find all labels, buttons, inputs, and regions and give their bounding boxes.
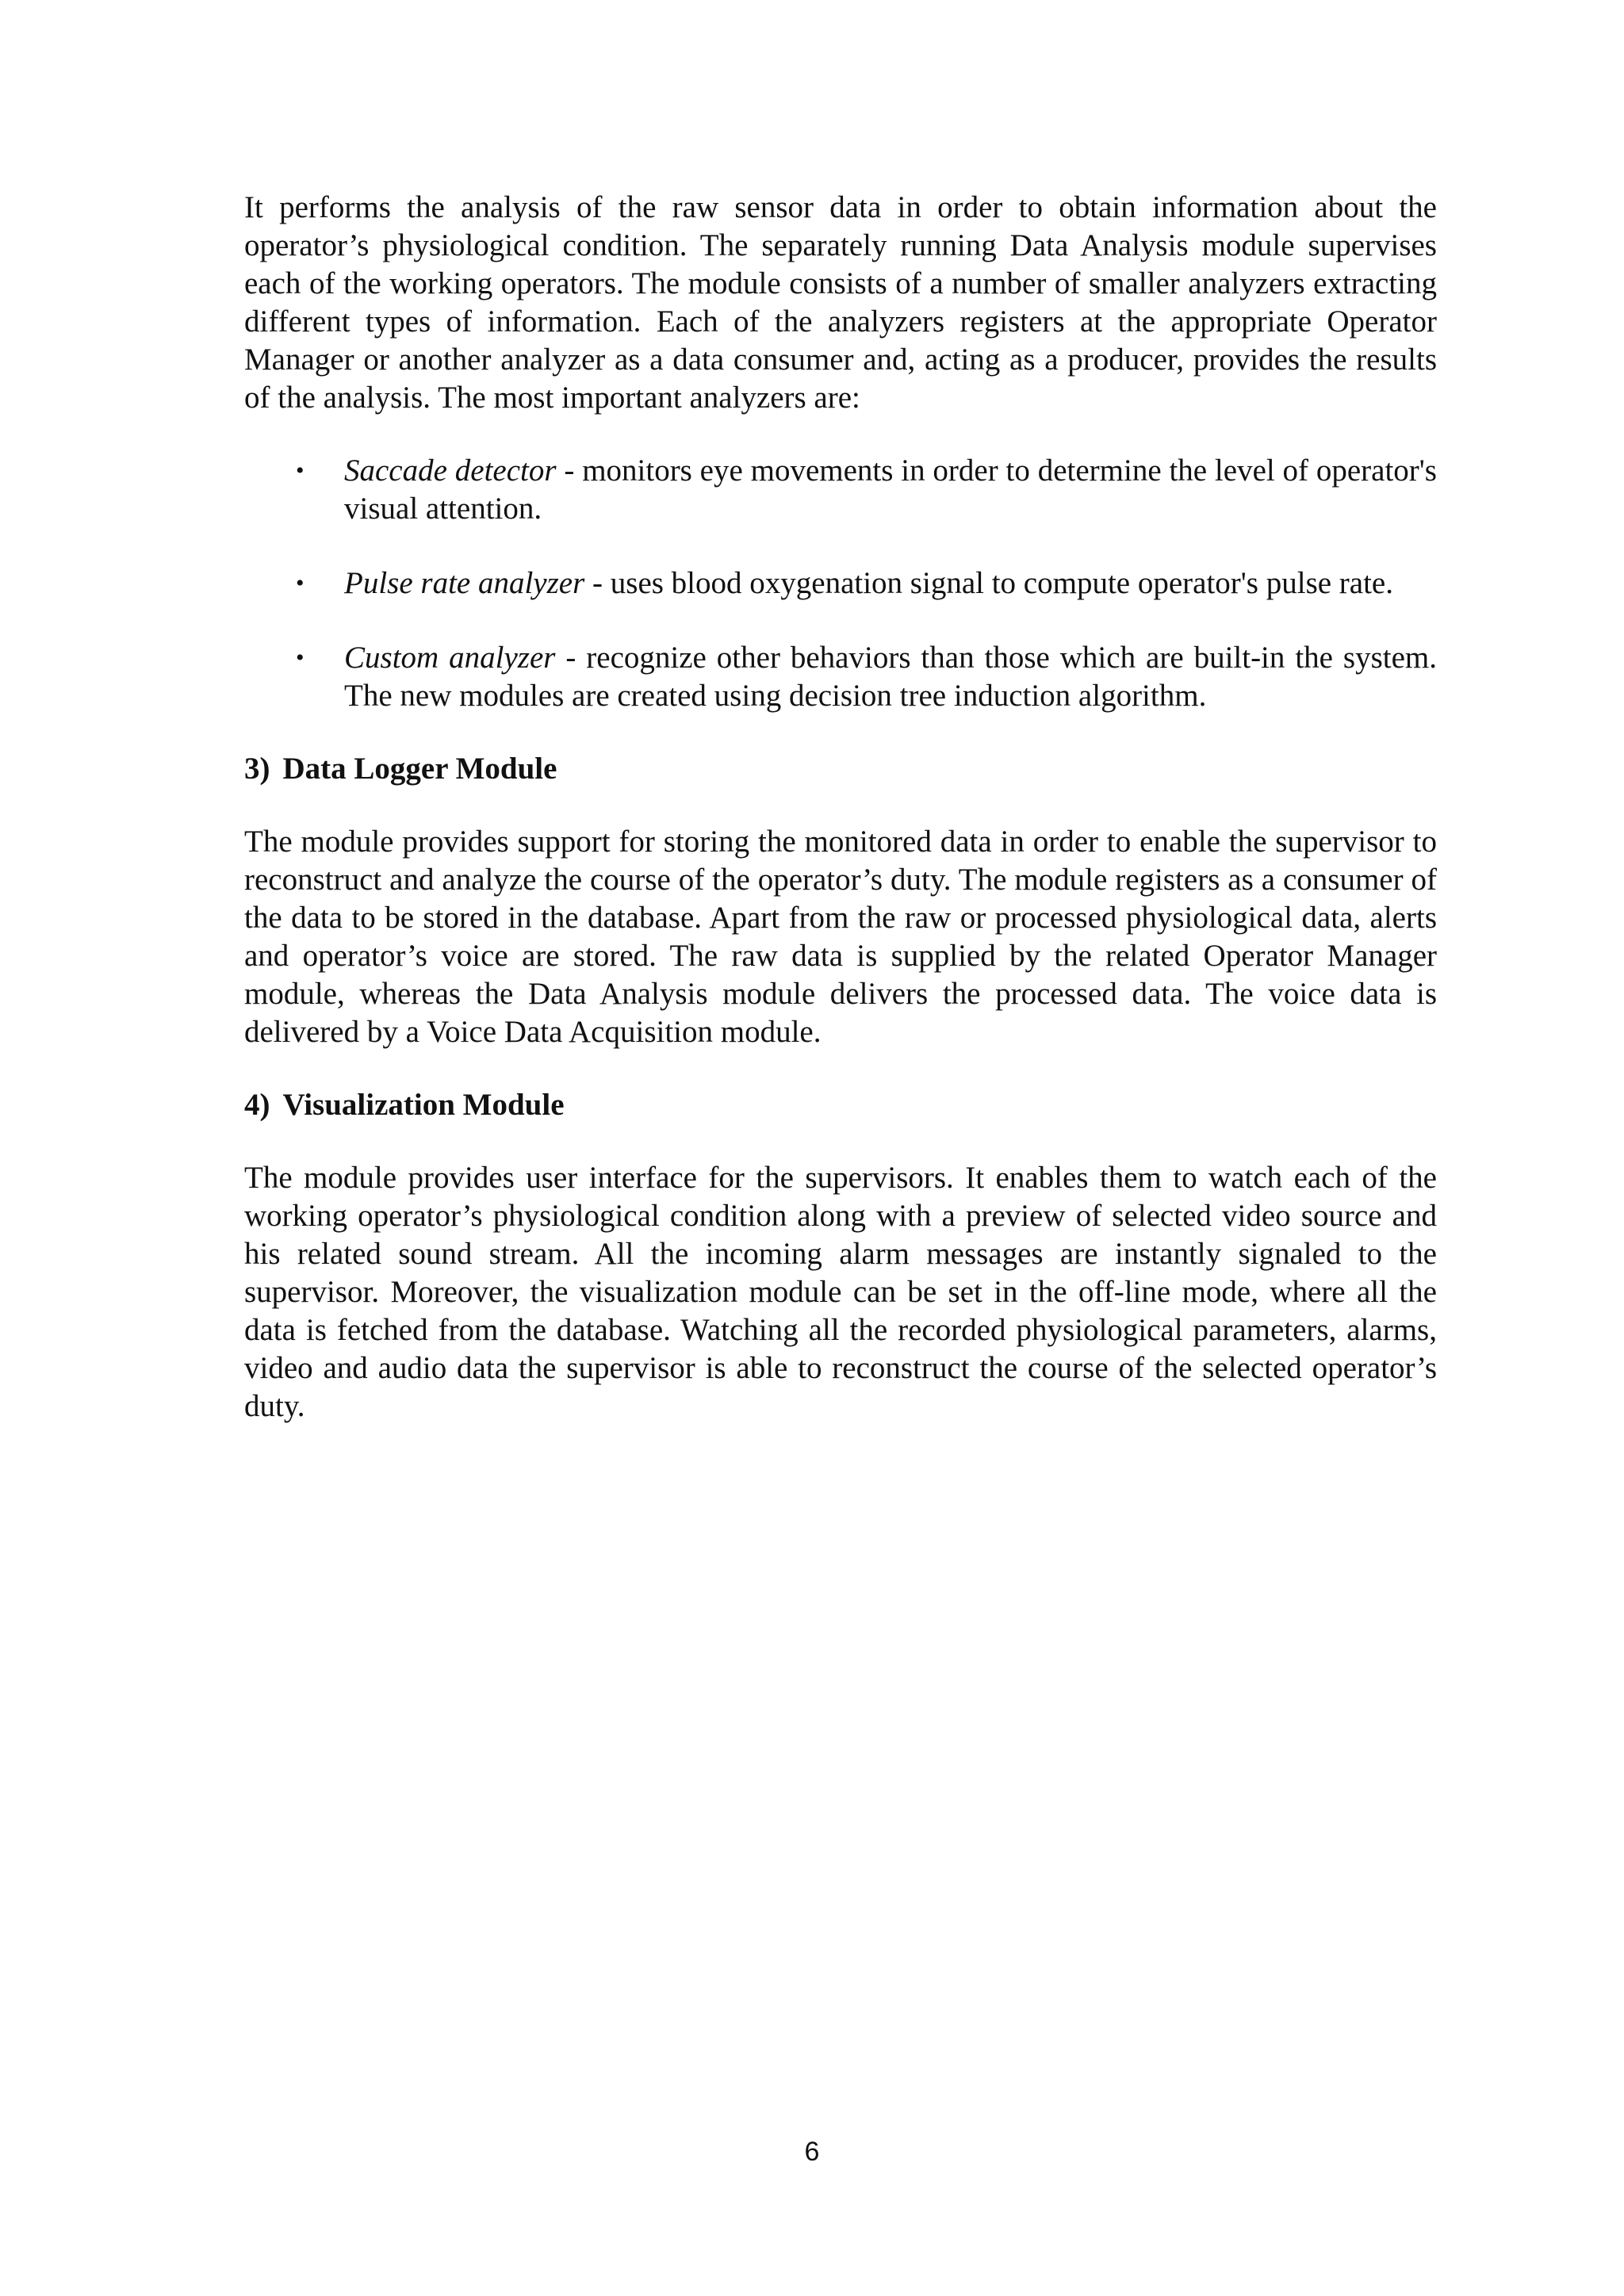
section-heading-data-logger — [244, 750, 1437, 788]
section-heading-visualization — [244, 1086, 1437, 1124]
analyzer-term: Custom analyzer — [344, 641, 556, 675]
section-body-data-logger: The module provides support for storing the monitored data in order to enable the supervisor to reconstruct and analyze the course of the operator’s duty. The module registers as a consumer of the data to be stored in the database. Apart from the raw or processed physiological data, alerts and operator’s voice are stored. The raw data is supplied by the related Operator Manager module, whereas the Data Analysis module delivers the processed data. The voice data is delivered by a Voice Data Acquisition module. — [244, 825, 1437, 1049]
analyzer-description: - recognize other behaviors than those which are built-in the system. The new modules are created using decision tree induction algorithm. — [344, 641, 1437, 713]
list-item — [244, 452, 1437, 528]
section-number: 3) — [244, 752, 270, 786]
analyzer-description: - uses blood oxygenation signal to compute operator's pulse rate. — [584, 566, 1393, 600]
list-item — [244, 639, 1437, 715]
analyzer-description: - monitors eye movements in order to determine the level of operator's visual attention. — [344, 453, 1437, 526]
bullet-icon: • — [296, 645, 304, 671]
section-number: 4) — [244, 1088, 270, 1122]
bullet-icon: • — [296, 457, 304, 484]
section-body-visualization: The module provides user interface for the supervisors. It enables them to watch each of the working operator’s physiological condition along with a preview of selected video source and his related sound stream. All the incoming alarm messages are instantly signaled to the supervisor. Moreover, the visualization module can be set in the off-line mode, where all the data is fetched from the database. Watching all the recorded physiological parameters, alarms, video and audio data the supervisor is able to reconstruct the course of the selected operator’s duty. — [244, 1161, 1437, 1423]
analyzer-term: Saccade detector — [344, 453, 557, 488]
analyzer-term: Pulse rate analyzer — [344, 566, 585, 600]
list-item — [244, 564, 1437, 603]
section-title: Data Logger Module — [282, 752, 557, 786]
analyzer-list — [244, 452, 1437, 715]
section-title: Visualization Module — [282, 1088, 565, 1122]
bullet-icon: • — [296, 570, 304, 596]
document-page — [244, 189, 1437, 1425]
page-number: 6 — [804, 2137, 820, 2167]
intro-paragraph: It performs the analysis of the raw sensor data in order to obtain information about the operator’s physiological condition. The separately running Data Analysis module supervises each of the working operators. The module consists of a number of smaller analyzers extracting different types of information. Each of the analyzers registers at the appropriate Operator Manager or another analyzer as a data consumer and, acting as a producer, provides the results of the analysis. The most important analyzers are: — [244, 190, 1437, 415]
